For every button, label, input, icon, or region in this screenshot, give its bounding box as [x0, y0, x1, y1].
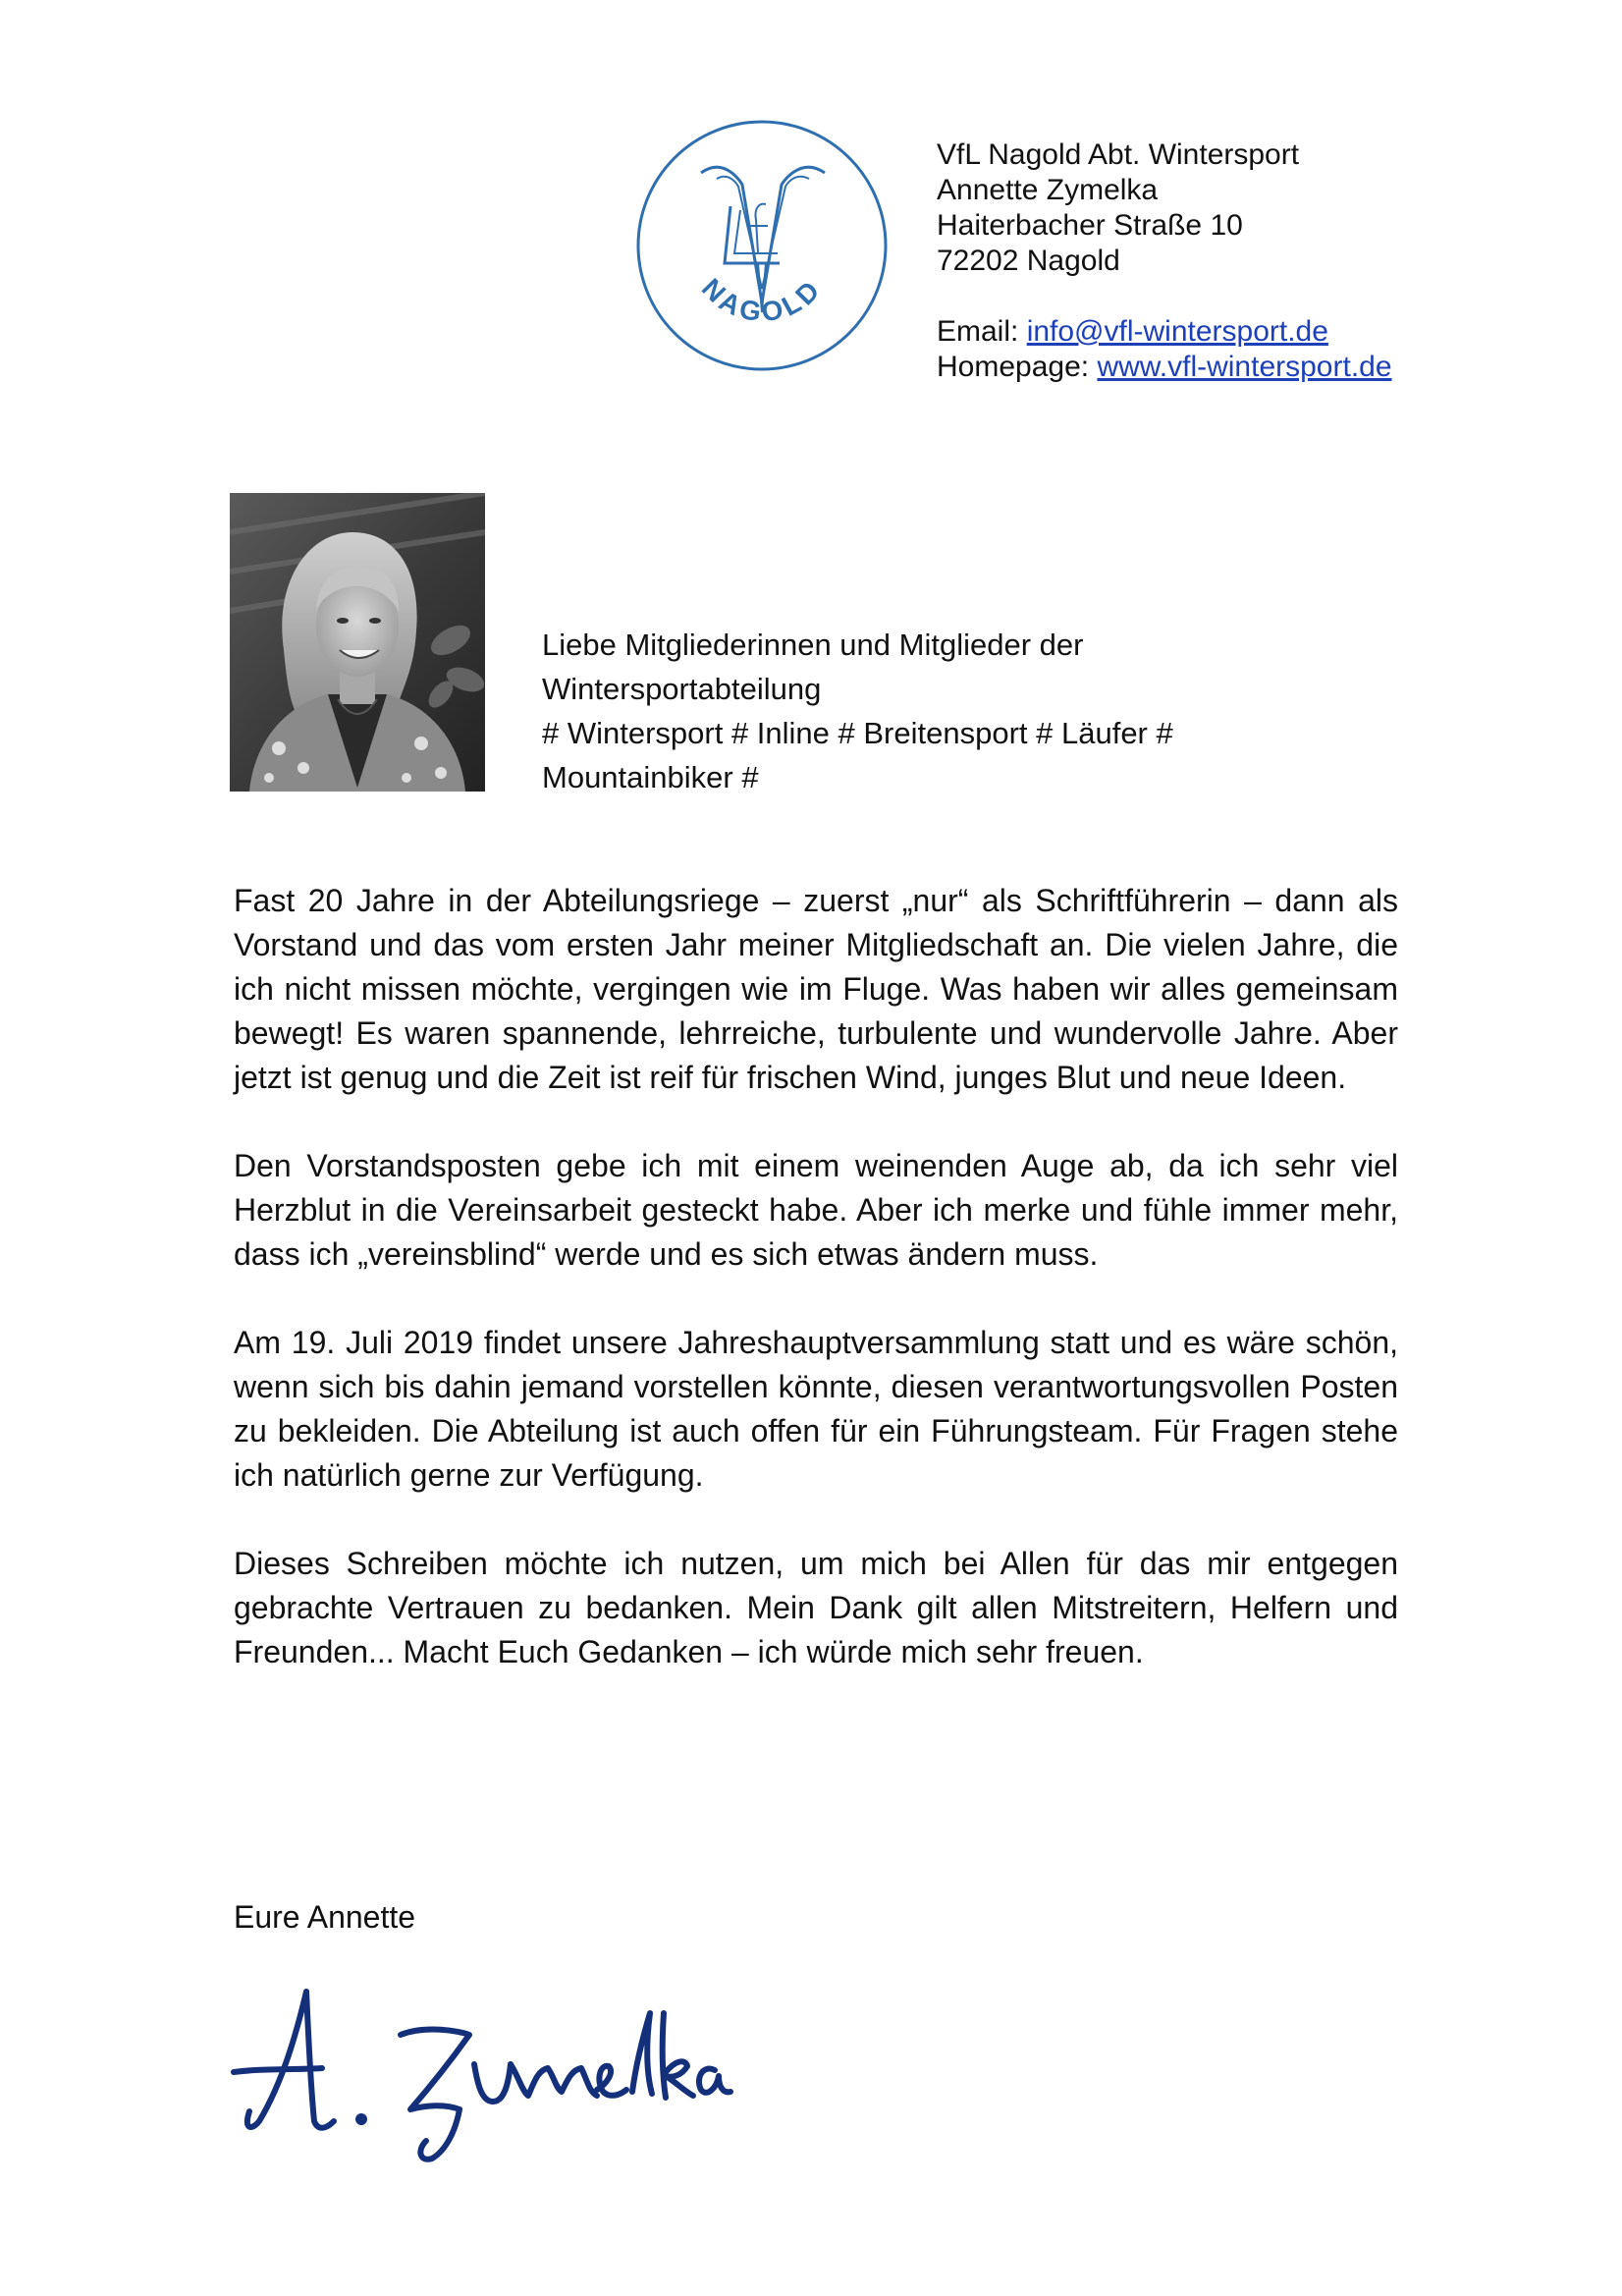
sender-address	[937, 137, 1565, 385]
paragraph-4: Dieses Schreiben möchte ich nutzen, um mich bei Allen für das mir entgegen gebrachte Vertrauen zu bedanken. Mein Dank gilt allen Mitstreitern, Helfern und Freunden... Macht Euch Gedanken – ich würde mich sehr freuen.	[234, 1546, 1398, 1669]
greeting-line-4: Mountainbiker #	[542, 760, 759, 794]
email-label: Email:	[937, 315, 1027, 348]
greeting-line-3: # Wintersport # Inline # Breitensport # Läufer #	[542, 716, 1173, 750]
handwritten-signature-icon	[224, 1974, 734, 2180]
greeting-block	[542, 623, 1386, 799]
paragraph-1: Fast 20 Jahre in der Abteilungsriege – zuerst „nur“ als Schriftführerin – dann als Vorstand und das vom ersten Jahr meiner Mitgliedschaft an. Die vielen Jahre, die ich nicht missen möchte, vergingen wie im Fluge. Was haben wir alles gemeinsam bewegt! Es waren spannende, lehrreiche, turbulente und wundervolle Jahre. Aber jetzt ist genug und die Zeit ist reif für frischen Wind, junges Blut und neue Ideen.	[234, 883, 1398, 1095]
paragraph-2: Den Vorstandsposten gebe ich mit einem weinenden Auge ab, da ich sehr viel Herzblut in die Vereinsarbeit gesteckt habe. Aber ich merke und fühle immer mehr, dass ich „vereinsblind“ werde und es sich etwas ändern muss.	[234, 1148, 1398, 1272]
logo-text: NAGOLD	[695, 272, 829, 328]
homepage-link[interactable]: www.vfl-wintersport.de	[1097, 351, 1392, 383]
letter-body	[234, 879, 1398, 1719]
svg-text:NAGOLD	[696, 273, 828, 328]
portrait-image-icon	[230, 493, 485, 792]
greeting-line-1: Liebe Mitgliederinnen und Mitglieder der	[542, 628, 1084, 662]
sender-city: 72202 Nagold	[937, 245, 1120, 277]
email-link[interactable]: info@vfl-wintersport.de	[1026, 315, 1328, 348]
club-logo	[632, 116, 892, 375]
signature	[224, 1974, 734, 2180]
sender-name: Annette Zymelka	[937, 174, 1159, 206]
email-row	[937, 314, 1565, 350]
greeting-line-2: Wintersportabteilung	[542, 672, 822, 706]
closing-line: Eure Annette	[234, 1899, 416, 1935]
sender-street: Haiterbacher Straße 10	[937, 209, 1243, 242]
sender-org: VfL Nagold Abt. Wintersport	[937, 138, 1300, 171]
vfl-nagold-logo-icon	[632, 116, 892, 375]
paragraph-3: Am 19. Juli 2019 findet unsere Jahreshauptversammlung statt und es wäre schön, wenn sich bis dahin jemand vorstellen könnte, diesen verantwortungsvollen Posten zu bekleiden. Die Abteilung ist auch offen für ein Führungsteam. Für Fragen stehe ich natürlich gerne zur Verfügung.	[234, 1325, 1398, 1493]
portrait-photo	[230, 493, 485, 792]
homepage-row	[937, 350, 1565, 385]
homepage-label: Homepage:	[937, 351, 1098, 383]
address-spacer	[937, 279, 1565, 314]
